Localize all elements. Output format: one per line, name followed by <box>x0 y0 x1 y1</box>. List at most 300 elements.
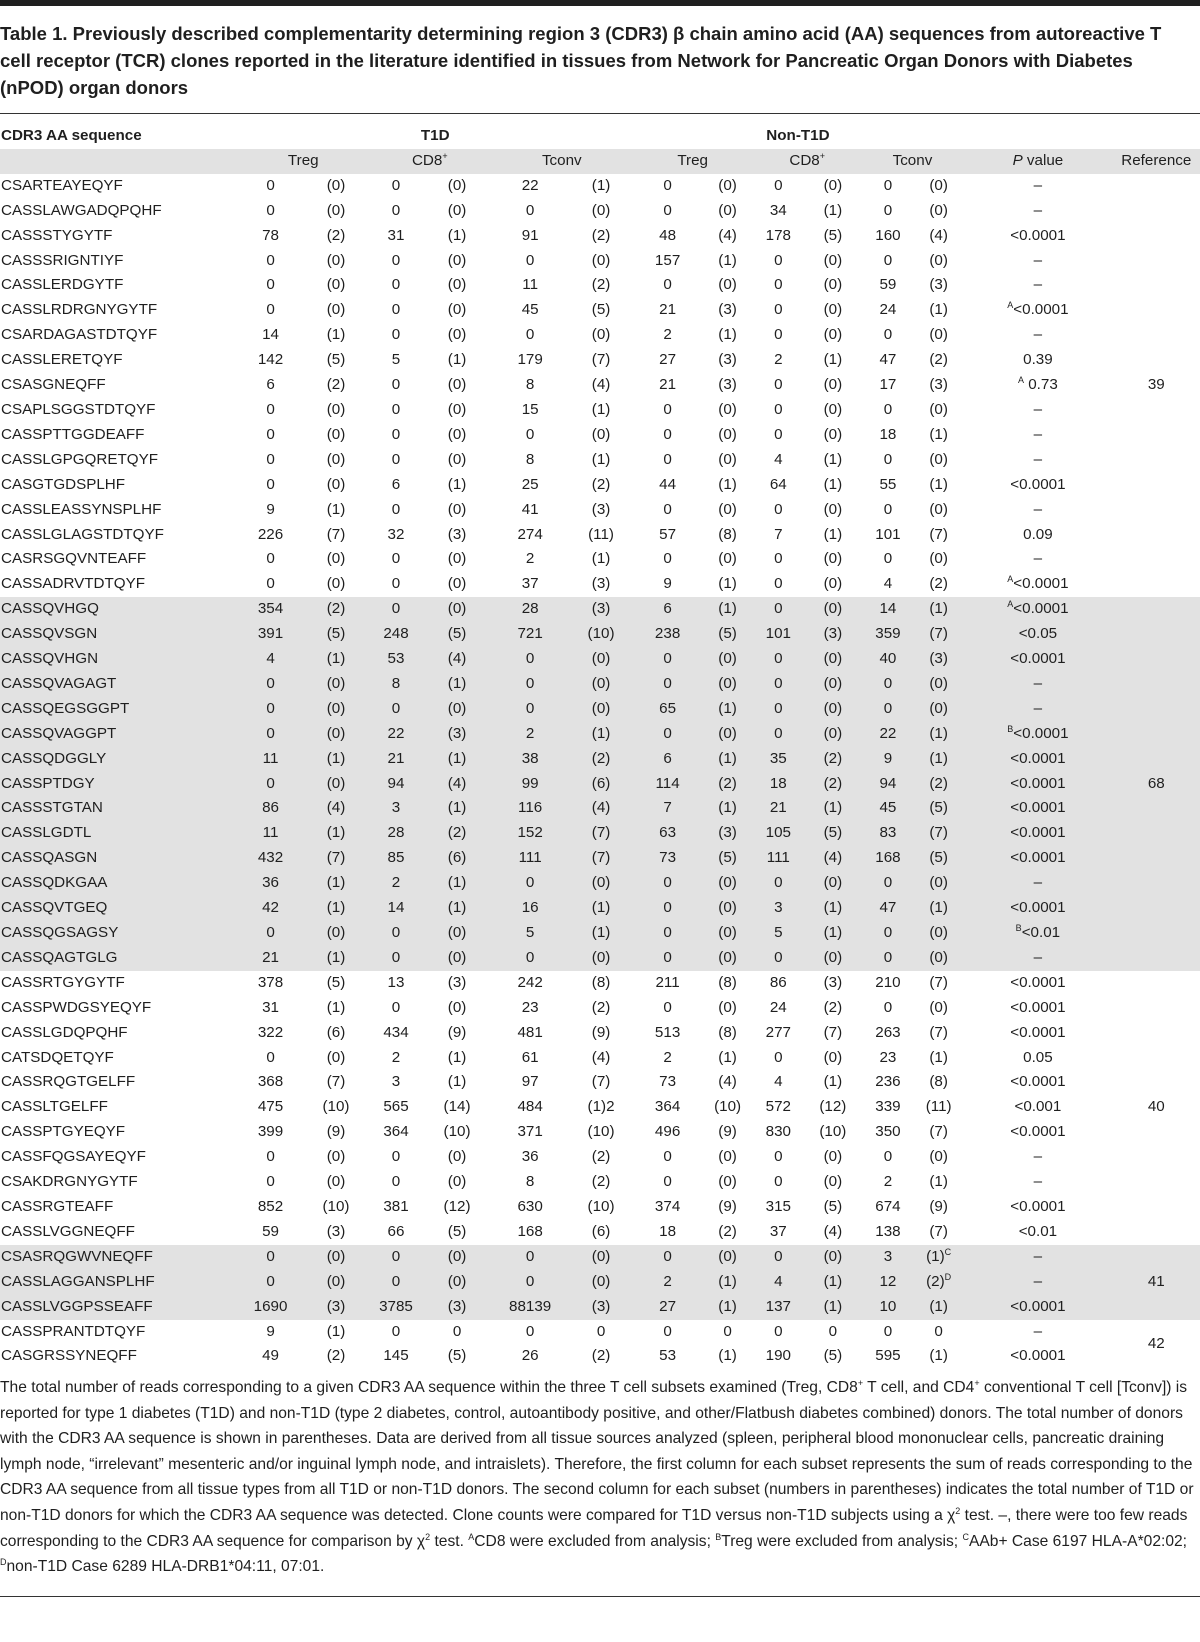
read-count: 138 <box>875 1222 901 1240</box>
donor-count: (0) <box>569 946 632 971</box>
p-value: <0.0001 <box>963 1295 1112 1320</box>
read-count: 238 <box>633 622 703 647</box>
table-row <box>0 498 1200 523</box>
donor-count: (1) <box>703 1295 753 1320</box>
read-count: 0 <box>753 647 804 672</box>
read-count: 7 <box>774 525 783 543</box>
cdr3-sequence: CASGRSSYNEQFF <box>1 1347 137 1365</box>
header-t1d-treg: Treg <box>238 149 369 174</box>
table-row <box>0 597 1200 622</box>
p-value: 0.09 <box>1023 525 1053 543</box>
donor-count: (1) <box>591 176 611 194</box>
donor-count: (0) <box>326 475 346 493</box>
cdr3-sequence: CASSSRIGNTIYF <box>1 251 124 269</box>
read-count: 0 <box>774 276 783 294</box>
donor-count: (1) <box>303 871 368 896</box>
donor-count: (1) <box>447 1048 467 1066</box>
donor-count: (1) <box>591 450 611 468</box>
read-count: 26 <box>521 1347 539 1365</box>
donor-count: (6) <box>591 1222 611 1240</box>
donor-count: (5) <box>914 846 963 871</box>
read-count: 0 <box>369 946 424 971</box>
read-count: 8 <box>369 672 424 697</box>
read-count: 86 <box>238 796 303 821</box>
table-footnote <box>0 1375 1195 1580</box>
table-row <box>0 523 1200 548</box>
donor-count: (7) <box>823 1023 843 1041</box>
donor-count: (1) <box>718 575 737 593</box>
donor-count: (0) <box>591 326 611 344</box>
read-count: 572 <box>765 1098 791 1116</box>
read-count: 2 <box>774 351 783 369</box>
read-count: 381 <box>383 1197 409 1215</box>
table-row <box>0 224 1200 249</box>
read-count: 9 <box>266 500 275 518</box>
cdr3-sequence: CASSPRANTDTQYF <box>1 1322 146 1340</box>
donor-count: (2) <box>929 351 948 369</box>
read-count: 3 <box>753 896 804 921</box>
donor-count: (0) <box>823 1048 843 1066</box>
donor-count: (0) <box>447 276 467 294</box>
p-value: <0.05 <box>963 622 1112 647</box>
read-count: 4 <box>774 450 783 468</box>
read-count: 0 <box>266 1148 275 1166</box>
donor-count: (1) <box>326 326 346 344</box>
read-count: 27 <box>633 1295 703 1320</box>
table-row <box>0 448 1200 473</box>
donor-count: (1) <box>569 896 632 921</box>
read-count: 0 <box>525 425 535 443</box>
donor-count: (9) <box>718 1197 737 1215</box>
read-count: 2 <box>525 550 535 568</box>
donor-count: (3) <box>423 722 491 747</box>
read-count: 31 <box>262 998 279 1016</box>
donor-count: (1) <box>703 697 753 722</box>
read-count: 5 <box>753 921 804 946</box>
read-count: 0 <box>774 550 783 568</box>
read-count: 484 <box>517 1098 543 1116</box>
donor-count: (11) <box>925 1098 952 1116</box>
donor-count: (3) <box>718 351 737 369</box>
donor-count: (0) <box>703 647 753 672</box>
read-count: 37 <box>769 1222 787 1240</box>
table-row <box>0 647 1200 672</box>
donor-count: (1) <box>914 597 963 622</box>
donor-count: (0) <box>718 201 737 219</box>
read-count: 64 <box>769 475 787 493</box>
read-count: 22 <box>862 722 914 747</box>
table-row <box>0 622 1200 647</box>
table-row <box>0 298 1200 323</box>
donor-count: (0) <box>718 400 737 418</box>
read-count: 8 <box>525 376 535 394</box>
reference-number: 42 <box>1113 1320 1200 1370</box>
read-count: 23 <box>521 998 539 1016</box>
donor-count: (1)2 <box>587 1098 615 1116</box>
donor-count: (1) <box>303 896 368 921</box>
read-count: 0 <box>238 722 303 747</box>
read-count: 18 <box>879 425 897 443</box>
read-count: 0 <box>883 1148 893 1166</box>
read-count: 0 <box>774 326 783 344</box>
donor-count: (12) <box>819 1098 847 1116</box>
table-row <box>0 772 1200 797</box>
read-count: 38 <box>491 747 570 772</box>
table-row <box>0 423 1200 448</box>
donor-count: (0) <box>914 672 963 697</box>
donor-count: (1) <box>423 747 491 772</box>
read-count: 322 <box>257 1023 284 1041</box>
read-count: 34 <box>769 201 787 219</box>
donor-count: (1) <box>914 722 963 747</box>
donor-count: (7) <box>929 1023 948 1041</box>
donor-count: (4) <box>804 846 862 871</box>
donor-count: (2) <box>591 998 611 1016</box>
donor-count: (0) <box>804 946 862 971</box>
read-count: 0 <box>525 1322 535 1340</box>
read-count: 0 <box>883 998 893 1016</box>
read-count: 0 <box>753 1245 804 1270</box>
read-count: 6 <box>391 475 401 493</box>
reference-number: 40 <box>1113 971 1200 1245</box>
donor-count: (2) <box>703 772 753 797</box>
read-count: 513 <box>654 1023 681 1041</box>
read-count: 1690 <box>238 1295 303 1320</box>
donor-count: (7) <box>569 846 632 871</box>
read-count: 21 <box>659 301 677 319</box>
read-count: 9 <box>862 747 914 772</box>
donor-count: (0) <box>326 1173 346 1191</box>
donor-count: (7) <box>591 351 611 369</box>
donor-count: (1) <box>703 796 753 821</box>
donor-count: (0) <box>447 201 467 219</box>
read-count: 2 <box>369 871 424 896</box>
donor-count: (1) <box>303 647 368 672</box>
read-count: 0 <box>883 326 893 344</box>
donor-count: (0) <box>423 921 491 946</box>
read-count: 630 <box>517 1197 543 1215</box>
cdr3-sequence: CASSPTDGY <box>0 772 238 797</box>
cdr3-sequence: CASRSGQVNTEAFF <box>1 550 147 568</box>
read-count: 11 <box>522 276 539 294</box>
table-row <box>0 1245 1200 1270</box>
read-count: 339 <box>875 1098 901 1116</box>
read-count: 0 <box>633 946 703 971</box>
p-value: – <box>1033 276 1043 294</box>
read-count: 0 <box>266 176 275 194</box>
read-count: 14 <box>862 597 914 622</box>
read-count: 0 <box>663 1173 672 1191</box>
table-row <box>0 1046 1200 1071</box>
donor-count: (3) <box>591 575 611 593</box>
cdr3-sequence: CASSLVGGPSSEAFF <box>0 1295 238 1320</box>
donor-count: (0) <box>804 697 862 722</box>
read-count: 368 <box>257 1073 284 1091</box>
donor-count: (10) <box>322 1197 350 1215</box>
donor-count: (3) <box>804 622 862 647</box>
donor-count: (3) <box>823 973 843 991</box>
p-value: <0.0001 <box>963 647 1112 672</box>
read-count: 0 <box>369 597 424 622</box>
donor-count: (5) <box>326 973 346 991</box>
donor-count: (0) <box>804 672 862 697</box>
read-count: 145 <box>383 1347 409 1365</box>
donor-count: (0) <box>823 550 843 568</box>
p-value: – <box>963 1270 1112 1295</box>
read-count: 0 <box>266 575 275 593</box>
table-row <box>0 249 1200 274</box>
cdr3-sequence: CASSRTGYGYTF <box>1 973 125 991</box>
read-count: 45 <box>862 796 914 821</box>
donor-count: (2) <box>326 226 346 244</box>
donor-count: (0) <box>929 550 948 568</box>
table-row <box>0 1021 1200 1046</box>
donor-count: (0) <box>423 1245 491 1270</box>
cdr3-sequence: CASSQDKGAA <box>0 871 238 896</box>
donor-count: (0) <box>303 722 368 747</box>
donor-count: (0) <box>929 201 948 219</box>
donor-count: (1) <box>929 1347 948 1365</box>
donor-count: (1) <box>823 201 843 219</box>
donor-count: (2) <box>823 998 843 1016</box>
cdr3-sequence: CSASRQGWVNEQFF <box>0 1245 238 1270</box>
read-count: 0 <box>369 1245 424 1270</box>
donor-count: (0) <box>914 697 963 722</box>
table-row <box>0 1270 1200 1295</box>
read-count: 25 <box>521 475 539 493</box>
cdr3-sequence: CASSQVAGGPT <box>0 722 238 747</box>
donor-count: (5) <box>914 796 963 821</box>
donor-count: (0) <box>447 575 467 593</box>
table-row <box>0 1145 1200 1170</box>
donor-count: (2) <box>326 376 346 394</box>
read-count: 179 <box>517 351 543 369</box>
donor-count: (0) <box>804 597 862 622</box>
donor-count: (5) <box>703 622 753 647</box>
donor-count: (3) <box>929 376 948 394</box>
donor-count: (10) <box>569 622 632 647</box>
read-count: 116 <box>491 796 570 821</box>
p-value: <0.0001 <box>1010 1123 1066 1141</box>
header-row-1 <box>0 124 1200 149</box>
cdr3-sequence: CASSQEGSGGPT <box>0 697 238 722</box>
read-count: 0 <box>663 176 672 194</box>
donor-count: (0) <box>703 921 753 946</box>
donor-count: (1) <box>804 796 862 821</box>
donor-count: (0) <box>303 921 368 946</box>
donor-count: (0) <box>718 500 737 518</box>
donor-count: (1) <box>914 1295 963 1320</box>
read-count: 0 <box>491 647 570 672</box>
p-value: $^A$ 0.73 <box>1018 375 1058 394</box>
read-count: 0 <box>633 722 703 747</box>
donor-count: (1) <box>447 1073 467 1091</box>
read-count: 0 <box>491 946 570 971</box>
read-count: 40 <box>862 647 914 672</box>
p-value: $^A$<0.0001 <box>1007 300 1069 319</box>
donor-count: (7) <box>303 846 368 871</box>
read-count: 14 <box>262 326 279 344</box>
header-non-t1d-cd8: CD8+ <box>753 149 862 174</box>
read-count: 21 <box>369 747 424 772</box>
read-count: 3 <box>862 1245 914 1270</box>
read-count: 0 <box>391 575 401 593</box>
table-row <box>0 547 1200 572</box>
read-count: 0 <box>238 772 303 797</box>
donor-count: (5) <box>591 301 611 319</box>
read-count: 24 <box>769 998 787 1016</box>
read-count: 2 <box>491 722 570 747</box>
read-count: 364 <box>654 1098 681 1116</box>
read-count: 0 <box>883 500 893 518</box>
read-count: 0 <box>391 326 401 344</box>
donor-count: (7) <box>326 1073 346 1091</box>
read-count: 13 <box>387 973 405 991</box>
donor-count: (1) <box>823 1073 843 1091</box>
p-value: – <box>1033 1322 1043 1340</box>
read-count: 0 <box>633 1245 703 1270</box>
p-value: $^A$<0.0001 <box>1007 574 1069 593</box>
donor-count: (3) <box>423 1295 491 1320</box>
table-row <box>0 896 1200 921</box>
table-row <box>0 473 1200 498</box>
top-rule <box>0 0 1200 6</box>
p-value: $^A$<0.0001 <box>963 597 1112 622</box>
p-value: 0.39 <box>1023 351 1053 369</box>
read-count: 315 <box>765 1197 791 1215</box>
donor-count: (2) <box>804 772 862 797</box>
read-count: 14 <box>369 896 424 921</box>
p-value: <0.0001 <box>963 846 1112 871</box>
cdr3-sequence: CASSQDGGLY <box>0 747 238 772</box>
donor-count: (0) <box>326 575 346 593</box>
read-count: 7 <box>633 796 703 821</box>
read-count: 0 <box>369 921 424 946</box>
read-count: 27 <box>659 351 677 369</box>
read-count: 18 <box>659 1222 677 1240</box>
donor-count: (0) <box>804 1245 862 1270</box>
read-count: 0 <box>238 672 303 697</box>
donor-count: (1) <box>591 550 611 568</box>
read-count: 0 <box>391 1322 401 1340</box>
read-count: 4 <box>883 575 893 593</box>
read-count: 0 <box>391 450 401 468</box>
read-count: 0 <box>491 1245 570 1270</box>
read-count: 8 <box>525 1173 535 1191</box>
donor-count: 0 <box>596 1322 606 1340</box>
donor-count: (0) <box>591 251 611 269</box>
reference-number: 41 <box>1113 1245 1200 1320</box>
p-value: – <box>963 946 1112 971</box>
read-count: 0 <box>633 896 703 921</box>
donor-count: (7) <box>569 821 632 846</box>
read-count: 3 <box>369 796 424 821</box>
donor-count: (3) <box>929 276 948 294</box>
read-count: 9 <box>266 1322 275 1340</box>
table-row <box>0 1320 1200 1345</box>
donor-count: (0) <box>703 896 753 921</box>
p-value: – <box>1033 251 1043 269</box>
read-count: 168 <box>862 846 914 871</box>
p-value: <0.0001 <box>963 796 1112 821</box>
donor-count: (0) <box>703 1245 753 1270</box>
donor-count: (0) <box>823 1173 843 1191</box>
donor-count: (0) <box>447 400 467 418</box>
read-count: 852 <box>257 1197 284 1215</box>
table-row <box>0 398 1200 423</box>
footnote-text: The total number of reads corresponding to a given CDR3 AA sequence within the three T cell subsets examined (Treg, CD8+ T cell, and CD4+ conventional T cell [Tconv]) is reported for type 1 diabetes (T1D) and non-T1D (type 2 diabetes, control, autoantibody positive, and other/Flatbush diabetes combined) donors. The total number of donors with the CDR3 AA sequence is shown in parentheses. Data are derived from all tissue sources analyzed (spleen, peripheral blood mononuclear cells, pancreatic draining lymph node, “irrelevant” mesenteric and/or inguinal lymph node, and intraislets). Therefore, the first column for each subset represents the sum of reads corresponding to the CDR3 AA sequence from all tissue types from all T1D or non-T1D donors. The second column for each subset (numbers in parentheses) indicates the total number of T1D or non-T1D donors for which the CDR3 AA sequence was detected. Clone counts were compared for T1D versus non-T1D subjects using a $\chi^2$ test. –, there were too few reads corresponding to the CDR3 AA sequence for comparison by $\chi^2$ test. $^A$CD8 were excluded from analysis; $^B$Treg were excluded from analysis; $^C$AAb+ Case 6197 HLA-A*02:02; $^D$non-T1D Case 6289 HLA-DRB1*04:11, 07:01. <box>0 1377 1194 1576</box>
donor-count: (0) <box>326 176 346 194</box>
donor-count: $(2)^D$ <box>914 1270 963 1295</box>
read-count: 0 <box>369 697 424 722</box>
read-count: 0 <box>883 400 893 418</box>
read-count: 565 <box>383 1098 409 1116</box>
cdr3-sequence: CASSQVTGEQ <box>0 896 238 921</box>
read-count: 0 <box>774 376 783 394</box>
p-value: – <box>963 871 1112 896</box>
cdr3-sequence: CASSQASGN <box>0 846 238 871</box>
read-count: 0 <box>753 697 804 722</box>
donor-count: (10) <box>819 1123 847 1141</box>
donor-count: (5) <box>447 1222 467 1240</box>
donor-count: (2) <box>804 747 862 772</box>
donor-count: (3) <box>591 500 611 518</box>
donor-count: (4) <box>591 376 611 394</box>
read-count: 47 <box>862 896 914 921</box>
read-count: 432 <box>238 846 303 871</box>
read-count: 0 <box>266 201 275 219</box>
read-count: 0 <box>663 400 672 418</box>
read-count: 53 <box>659 1347 677 1365</box>
read-count: 28 <box>491 597 570 622</box>
read-count: 0 <box>663 1148 672 1166</box>
read-count: 0 <box>266 450 275 468</box>
cdr3-sequence: CASSQVAGAGT <box>0 672 238 697</box>
donor-count: (0) <box>326 201 346 219</box>
donor-count: (0) <box>569 1245 632 1270</box>
read-count: 16 <box>491 896 570 921</box>
header-row-2 <box>0 149 1200 174</box>
read-count: 0 <box>266 425 275 443</box>
p-value: $^B$<0.0001 <box>963 722 1112 747</box>
donor-count: (1) <box>326 500 346 518</box>
cdr3-sequence: CASSLERETQYF <box>1 351 123 369</box>
donor-count: (3) <box>303 1295 368 1320</box>
cdr3-sequence: CASSLERDGYTF <box>1 276 124 294</box>
cdr3-sequence: CASSPTGYEQYF <box>1 1123 126 1141</box>
donor-count: (0) <box>718 998 737 1016</box>
donor-count: (0) <box>447 550 467 568</box>
read-count: 0 <box>391 500 401 518</box>
donor-count: (0) <box>569 697 632 722</box>
read-count: 83 <box>862 821 914 846</box>
donor-count: (0) <box>804 871 862 896</box>
table-row <box>0 572 1200 597</box>
donor-count: (1) <box>929 1173 948 1191</box>
read-count: 2 <box>883 1173 893 1191</box>
cdr3-sequence: CATSDQETQYF <box>1 1048 114 1066</box>
donor-count: (0) <box>823 376 843 394</box>
read-count: 0 <box>491 1270 570 1295</box>
read-count: 48 <box>659 226 677 244</box>
cdr3-sequence: CASSLRDRGNYGYTF <box>1 301 158 319</box>
read-count: 0 <box>774 1173 783 1191</box>
read-count: 21 <box>659 376 677 394</box>
table-row <box>0 1344 1200 1369</box>
read-count: 88139 <box>491 1295 570 1320</box>
read-count: 190 <box>765 1347 791 1365</box>
read-count: 0 <box>663 998 672 1016</box>
